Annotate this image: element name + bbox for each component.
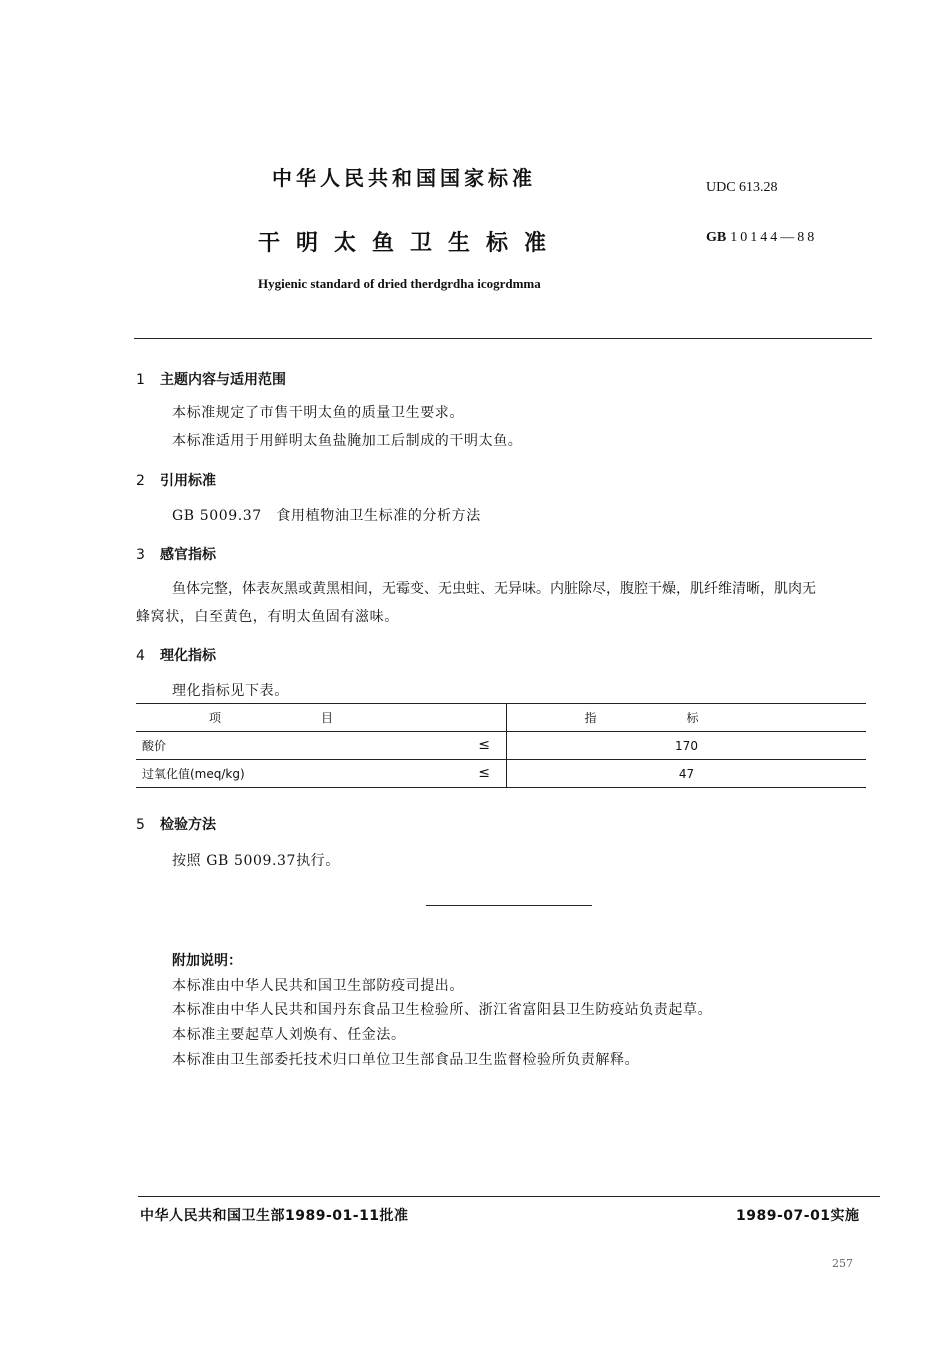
end-divider — [426, 905, 592, 906]
paragraph: 蜂窝状，白至黄色，有明太鱼固有滋味。 — [136, 609, 399, 625]
note-line: 本标准由中华人民共和国卫生部防疫司提出。 — [172, 978, 464, 994]
section-1-heading — [136, 369, 286, 389]
section-title: 理化指标 — [160, 648, 216, 664]
section-number: 3 — [136, 547, 145, 563]
footer-divider — [138, 1196, 880, 1197]
table-header-row — [136, 704, 866, 732]
section-2-heading — [136, 470, 216, 490]
approval-date: 中华人民共和国卫生部1989-01-11批准 — [140, 1208, 409, 1224]
table-header-value: 指标 — [507, 704, 867, 732]
gb-number-value: 10144—88 — [730, 230, 818, 245]
table-row — [136, 760, 866, 788]
table-cell-value: 47 — [507, 760, 867, 788]
effective-date: 1989-07-01实施 — [736, 1208, 860, 1224]
item-name: 过氧化值(meq/kg) — [142, 767, 245, 781]
section-number: 4 — [136, 648, 145, 664]
section-number: 1 — [136, 372, 145, 388]
paragraph: 按照 GB 5009.37执行。 — [172, 853, 340, 869]
section-title: 感官指标 — [160, 547, 216, 563]
section-3-heading — [136, 544, 216, 564]
english-title: Hygienic standard of dried therdgrdha icogrdmma — [258, 276, 541, 291]
section-5-heading — [136, 814, 216, 834]
table-row — [136, 732, 866, 760]
operator: ≤ — [478, 737, 490, 753]
paragraph: 本标准规定了市售干明太鱼的质量卫生要求。 — [172, 405, 464, 421]
gb-number — [706, 230, 817, 246]
header-divider — [134, 338, 872, 339]
gb-prefix: GB — [706, 230, 727, 245]
operator: ≤ — [478, 765, 490, 781]
table-cell-item — [136, 760, 507, 788]
physicochemical-table — [136, 703, 866, 788]
paragraph: GB 5009.37 食用植物油卫生标准的分析方法 — [172, 508, 481, 524]
note-line: 本标准由中华人民共和国丹东食品卫生检验所、浙江省富阳县卫生防疫站负责起草。 — [172, 1002, 713, 1018]
paragraph: 理化指标见下表。 — [172, 683, 289, 699]
udc-code: UDC 613.28 — [706, 180, 778, 195]
table-cell-item — [136, 732, 507, 760]
national-standard-title: 中华人民共和国国家标准 — [272, 166, 536, 190]
section-title: 引用标准 — [160, 473, 216, 489]
section-number: 5 — [136, 817, 145, 833]
table-header-item: 项目 — [136, 704, 507, 732]
notes-title: 附加说明： — [172, 953, 242, 969]
table-cell-value: 170 — [507, 732, 867, 760]
item-name: 酸价 — [142, 739, 167, 753]
section-number: 2 — [136, 473, 145, 489]
note-line: 本标准由卫生部委托技术归口单位卫生部食品卫生监督检验所负责解释。 — [172, 1052, 640, 1068]
standard-name: 干明太鱼卫生标准 — [258, 231, 563, 256]
section-4-heading — [136, 645, 216, 665]
paragraph: 本标准适用于用鲜明太鱼盐腌加工后制成的干明太鱼。 — [172, 433, 523, 449]
section-title: 主题内容与适用范围 — [160, 372, 286, 388]
section-title: 检验方法 — [160, 817, 216, 833]
note-line: 本标准主要起草人刘焕有、任金法。 — [172, 1027, 406, 1043]
paragraph: 鱼体完整，体表灰黑或黄黑相间，无霉变、无虫蛀、无异味。内脏除尽，腹腔干燥，肌纤维清晰，肌肉无 — [172, 581, 816, 597]
page-number: 257 — [832, 1257, 853, 1270]
